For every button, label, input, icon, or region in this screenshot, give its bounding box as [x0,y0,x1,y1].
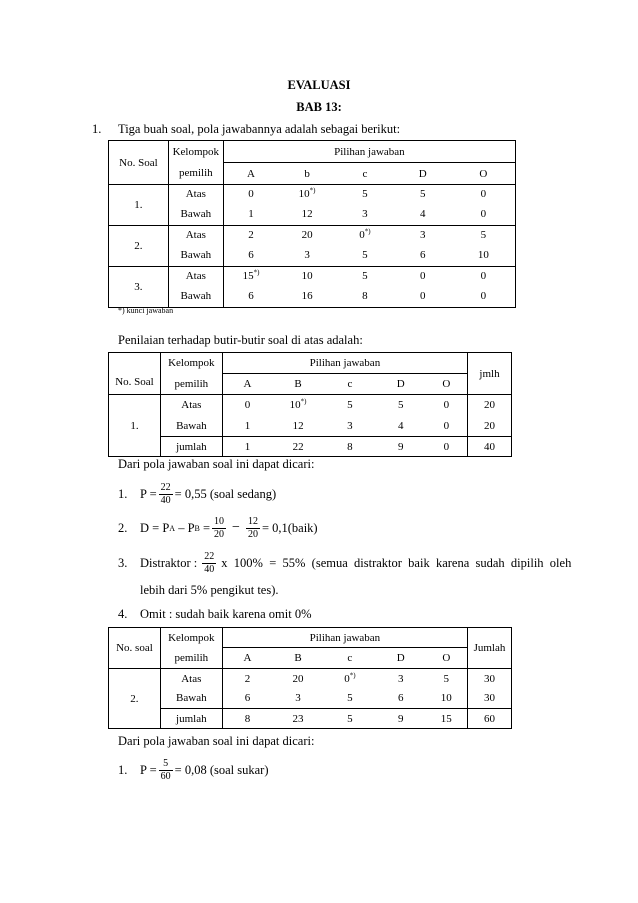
cell [278,185,336,204]
col-header-option: c [324,648,376,669]
cell: 6 [223,245,278,267]
cell: 1 [223,204,278,226]
cell: 16 [278,286,336,308]
table-footnote: *) kunci jawaban [118,306,174,315]
cell: 3 [397,672,404,685]
fraction [159,482,173,507]
fraction [212,516,226,541]
formula-lhs: P = [140,486,157,501]
cell: 9 [376,437,426,457]
cell-value: 0 [344,672,350,685]
cell [223,267,278,286]
col-header-option: A [223,163,278,185]
table-row [109,709,512,729]
soal-number: 1. [109,395,161,457]
cell: 4 [397,419,404,432]
cell: 0 [244,399,251,412]
cell-total: 40 [468,437,512,457]
table-row [109,226,516,245]
formula-result: = 0,1(baik) [261,520,318,535]
omit-text: Omit : sudah baik karena omit 0% [140,607,312,621]
group-label: Atas [160,395,222,416]
col-header-option: B [272,374,324,395]
cell: 8 [336,286,394,308]
cell: 3 [336,204,394,226]
table-row [109,204,516,226]
formula-p [118,476,276,512]
cell: 5 [336,245,394,267]
list-number: 1. [118,486,128,501]
cell: 5 [397,399,404,412]
assessment-table-soal-1 [108,352,512,457]
col-header-option: c [324,374,376,395]
cell: 12 [278,204,336,226]
fraction-denominator: 40 [204,563,215,575]
col-header-option: A [222,374,272,395]
key-mark: *) [364,227,371,236]
cell [272,395,324,416]
col-header-pemilih: pemilih [160,374,222,395]
fraction [246,516,260,541]
cell: 0 [420,270,426,283]
cell: 15 [426,709,468,729]
formula-p [118,752,269,788]
cell: 12 [292,419,304,432]
cell: 1 [222,437,272,457]
cell: 2 [248,229,254,242]
cell: 0 [452,185,516,204]
cell [336,226,394,245]
list-number: 2. [118,520,128,535]
col-header-no-soal: No. Soal [109,141,169,185]
cell: 2 [244,672,251,685]
distraktor-continuation: lebih dari 5% pengikut tes). [140,583,279,597]
table-row [109,267,516,286]
cell: 0 [452,267,516,286]
cell: 6 [244,692,251,705]
question-text: Tiga buah soal, pola jawabannya adalah sebagai berikut: [118,122,401,136]
col-header-option: B [272,648,324,669]
cell-value: 0 [359,229,365,242]
col-header-kelompok: Kelompok [160,353,222,374]
fraction [202,551,216,576]
cell-value: 10 [298,188,310,201]
formula-label: Distraktor : [140,555,198,570]
cell: 0 [426,395,468,416]
cell: 23 [272,709,324,729]
cell-total: 20 [468,395,512,416]
formula-eq: = [199,520,211,535]
cell: 3 [278,245,336,267]
group-label: Bawah [168,286,223,308]
group-label: Bawah [160,689,222,709]
cell: 6 [394,245,452,267]
group-label: jumlah [160,437,222,457]
col-header-kelompok: Kelompok [168,141,223,163]
fraction-numerator: 22 [160,481,171,493]
table-row [109,689,512,709]
cell: 5 [362,188,368,201]
soal-number: 3. [109,267,169,308]
fraction-numerator: 5 [159,758,173,771]
formula-operator: − [232,520,240,535]
key-mark: *) [253,268,260,277]
subscript: A [169,523,176,533]
col-header-option: c [336,163,394,185]
fraction [159,758,173,783]
formula-minus: – P [175,520,195,535]
cell: 0 [452,286,516,308]
col-header-pilihan: Pilihan jawaban [222,353,467,374]
cell: 5 [452,226,516,245]
col-header-no-soal: No. soal [109,628,161,669]
list-number: 3. [118,555,128,570]
group-label: jumlah [160,709,222,729]
key-mark: *) [309,186,316,195]
table-row [109,245,516,267]
cell: 3 [347,419,353,432]
cell: 6 [223,286,278,308]
cell: 1 [244,419,251,432]
answer-pattern-table [108,140,516,308]
soal-number: 1. [109,185,169,226]
col-header-no-soal: No. Soal [109,353,161,395]
col-header-option: A [222,648,272,669]
cell-total: 30 [467,689,511,709]
col-header-pemilih: pemilih [168,163,223,185]
key-mark: *) [300,397,307,406]
formula-result: x 100% = 55% (semua distraktor baik karena sudah dipilih oleh [221,555,572,570]
cell-total: 30 [467,669,511,689]
group-label: Atas [160,669,222,689]
cell: 8 [324,437,376,457]
cell: 0 [452,204,516,226]
formula-lhs: D = P [140,520,170,535]
fraction-denominator: 20 [214,528,225,540]
cell: 5 [426,669,468,689]
assessment-intro: Penilaian terhadap butir-butir soal di atas adalah: [118,333,363,347]
document-title: EVALUASI [287,78,351,92]
col-header-option: O [426,648,468,669]
cell: 5 [347,399,353,412]
fraction-numerator: 22 [204,550,215,562]
cell: 20 [292,672,304,685]
col-header-option: D [376,648,426,669]
analysis-intro: Dari pola jawaban soal ini dapat dicari: [118,734,315,748]
table-row [109,286,516,308]
col-header-total: jmlh [468,353,512,395]
question-number: 1. [92,122,102,136]
table-row [109,395,512,416]
col-header-option: D [394,163,452,185]
cell: 0 [426,416,468,437]
cell-value: 15 [242,270,254,283]
cell: 5 [362,270,368,283]
col-header-pilihan: Pilihan jawaban [223,141,515,163]
cell: 0 [426,437,468,457]
fraction-denominator: 60 [160,770,171,782]
fraction-denominator: 40 [160,494,171,506]
cell: 8 [222,709,272,729]
cell: 10 [301,270,313,283]
cell: 6 [397,692,404,705]
fraction-numerator: 10 [214,515,225,527]
group-label: Atas [168,185,223,204]
fraction-numerator: 12 [247,515,258,527]
subscript: B [194,523,200,533]
formula-lhs: P = [140,762,157,777]
col-header-option: O [426,374,468,395]
chapter-label: BAB 13: [296,100,342,114]
assessment-table-soal-2 [108,627,512,729]
col-header-kelompok: Kelompok [160,628,222,648]
group-label: Bawah [168,245,223,267]
cell: 5 [347,692,353,705]
col-header-total: Jumlah [467,628,511,669]
formula-result: = 0,55 (soal sedang) [174,486,277,501]
col-header-pilihan: Pilihan jawaban [222,628,467,648]
list-number: 1. [118,762,128,777]
cell: 10 [452,245,516,267]
cell: 5 [324,709,376,729]
cell [324,669,376,689]
formula-d [118,510,318,546]
cell: 5 [420,188,426,201]
cell: 10 [426,689,468,709]
group-label: Bawah [168,204,223,226]
col-header-option: b [278,163,336,185]
cell-value: 10 [289,399,301,412]
list-number: 4. [118,607,128,621]
omit-item [118,607,312,622]
cell: 0 [394,286,452,308]
analysis-intro: Dari pola jawaban soal ini dapat dicari: [118,457,315,471]
group-label: Atas [168,267,223,286]
table-row [109,437,512,457]
cell: 20 [301,229,313,242]
group-label: Atas [168,226,223,245]
cell: 22 [272,437,324,457]
cell: 9 [376,709,426,729]
group-label: Bawah [160,416,222,437]
cell-total: 60 [467,709,511,729]
table-row [109,416,512,437]
cell-total: 20 [468,416,512,437]
cell: 0 [248,188,254,201]
cell: 3 [295,692,301,705]
col-header-pemilih: pemilih [160,648,222,669]
key-mark: *) [349,671,356,680]
soal-number: 2. [109,669,161,729]
table-row [109,185,516,204]
fraction-denominator: 20 [247,528,258,540]
formula-distraktor [118,545,571,581]
cell: 4 [394,204,452,226]
soal-number: 2. [109,226,169,267]
col-header-option: D [376,374,426,395]
table-row [109,669,512,689]
cell: 3 [420,229,426,242]
formula-result: = 0,08 (soal sukar) [174,762,269,777]
col-header-option: O [452,163,516,185]
